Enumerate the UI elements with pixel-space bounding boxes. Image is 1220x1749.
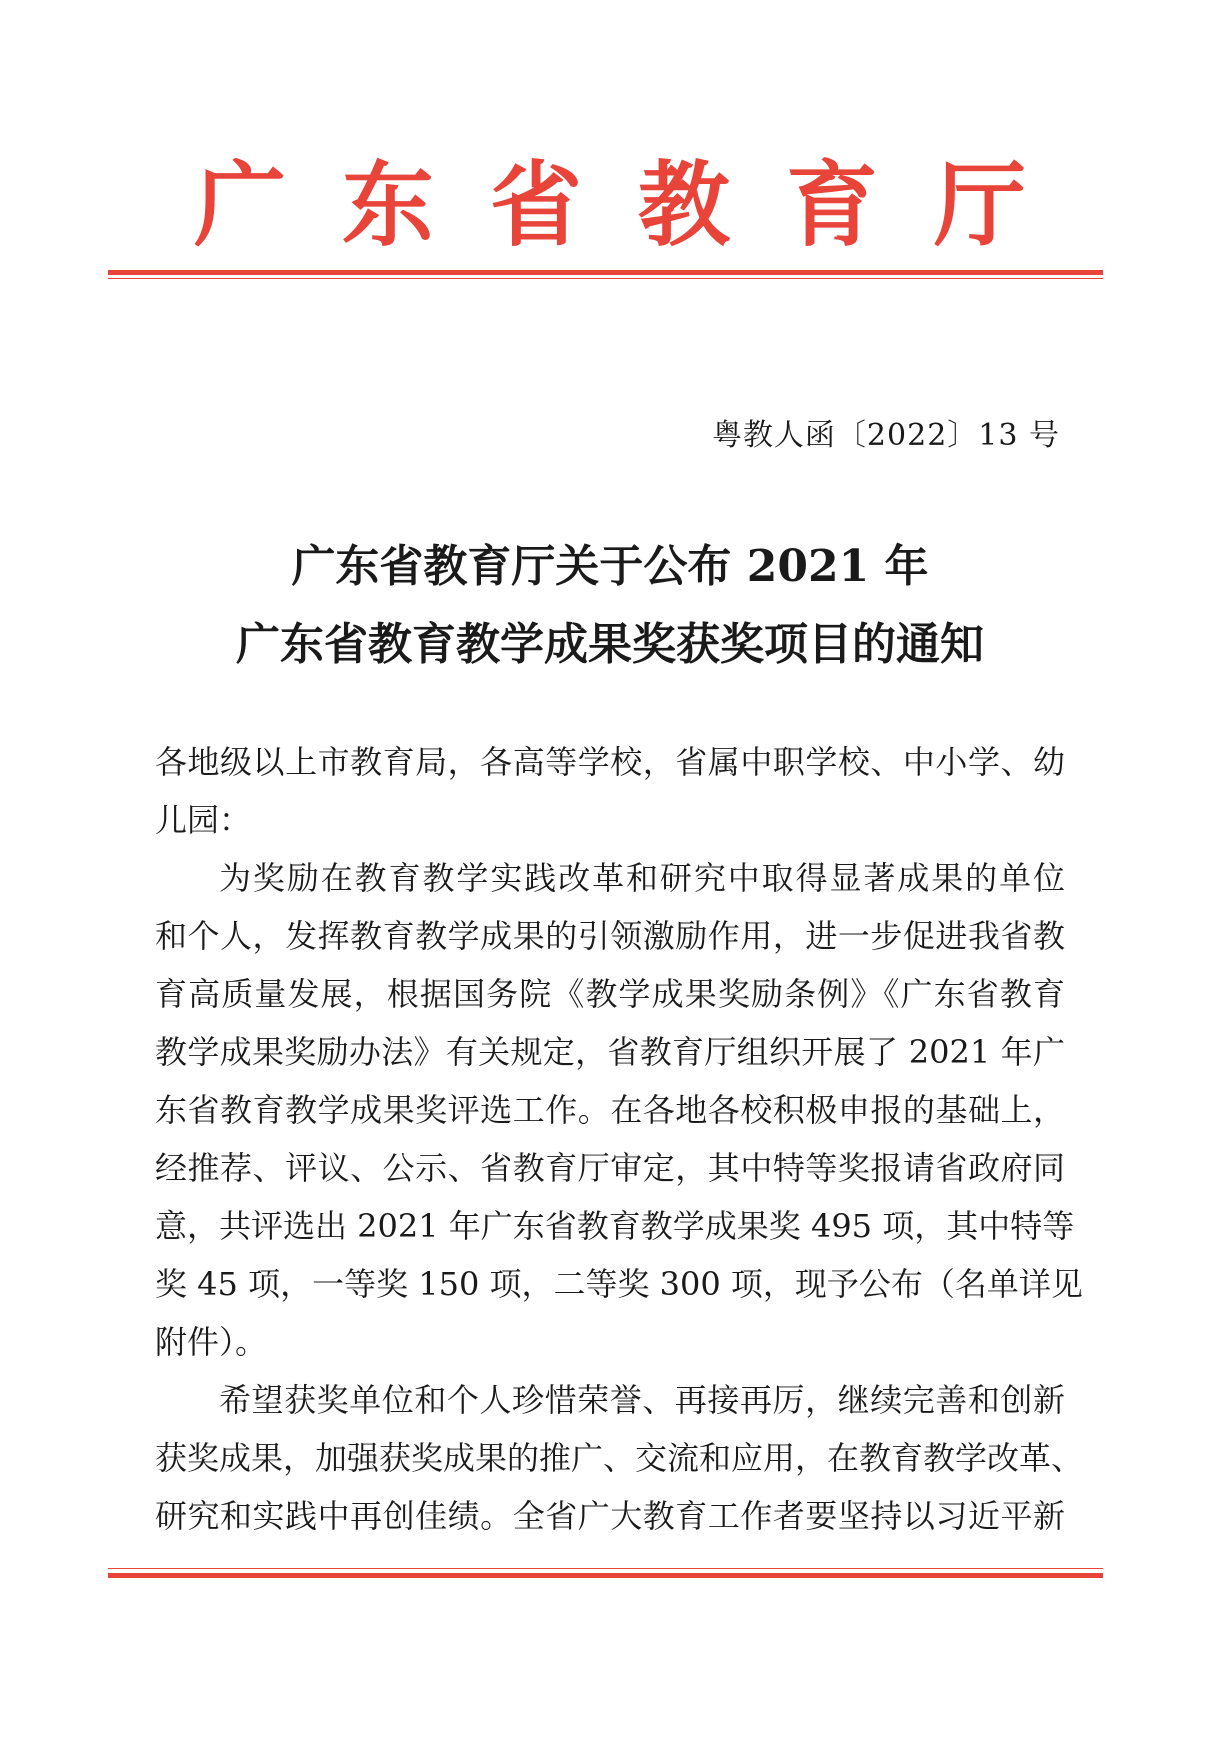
paragraph-line: 东省教育教学成果奖评选工作。在各地各校积极申报的基础上， [155,1091,1065,1129]
paragraph-2 [155,1371,1084,1545]
header-rule-thick [108,270,1103,275]
paragraph-line: 意，共评选出 2021 年广东省教育教学成果奖 495 项，其中特等 [155,1207,1075,1245]
masthead-char: 教 [637,151,730,259]
footer-rule-thin [108,1568,1103,1569]
paragraph-line: 和个人，发挥教育教学成果的引领激励作用，进一步促进我省教 [155,917,1065,955]
paragraph-line: 育高质量发展，根据国务院《教学成果奖励条例》《广东省教育 [155,975,1065,1013]
paragraph-line: 附件）。 [155,1323,268,1361]
masthead-char: 育 [785,151,878,259]
masthead-char: 省 [489,151,582,259]
paragraph-line: 教学成果奖励办法》有关规定，省教育厅组织开展了 2021 年广 [155,1033,1065,1071]
paragraph-line: 希望获奖单位和个人珍惜荣誉、再接再厉，继续完善和创新 [219,1381,1065,1419]
paragraph-line: 为奖励在教育教学实践改革和研究中取得显著成果的单位 [219,859,1065,897]
title-line-2: 广东省教育教学成果奖获奖项目的通知 [236,619,984,670]
salutation [155,733,1065,849]
header-rule-thin [108,278,1103,279]
paragraph-line: 获奖成果，加强获奖成果的推广、交流和应用，在教育教学改革、 [155,1439,1084,1477]
masthead-char: 东 [341,151,434,259]
paragraph-line: 奖 45 项，一等奖 150 项，二等奖 300 项，现予公布（名单详见 [155,1265,1083,1303]
paragraph-1 [155,849,1083,1371]
masthead [0,150,1220,260]
masthead-char: 厅 [933,151,1026,259]
paragraph-line: 研究和实践中再创佳绩。全省广大教育工作者要坚持以习近平新 [155,1497,1065,1535]
footer-rule-thick [108,1573,1103,1578]
salutation-line: 儿园： [155,801,252,839]
paragraph-line: 经推荐、评议、公示、省教育厅审定，其中特等奖报请省政府同 [155,1149,1065,1187]
salutation-line: 各地级以上市教育局，各高等学校，省属中职学校、中小学、幼 [155,743,1065,781]
document-number: 粤教人函〔2022〕13 号 [711,418,1060,453]
title-line-1: 广东省教育厅关于公布 2021 年 [291,541,929,592]
masthead-char: 广 [193,151,286,259]
